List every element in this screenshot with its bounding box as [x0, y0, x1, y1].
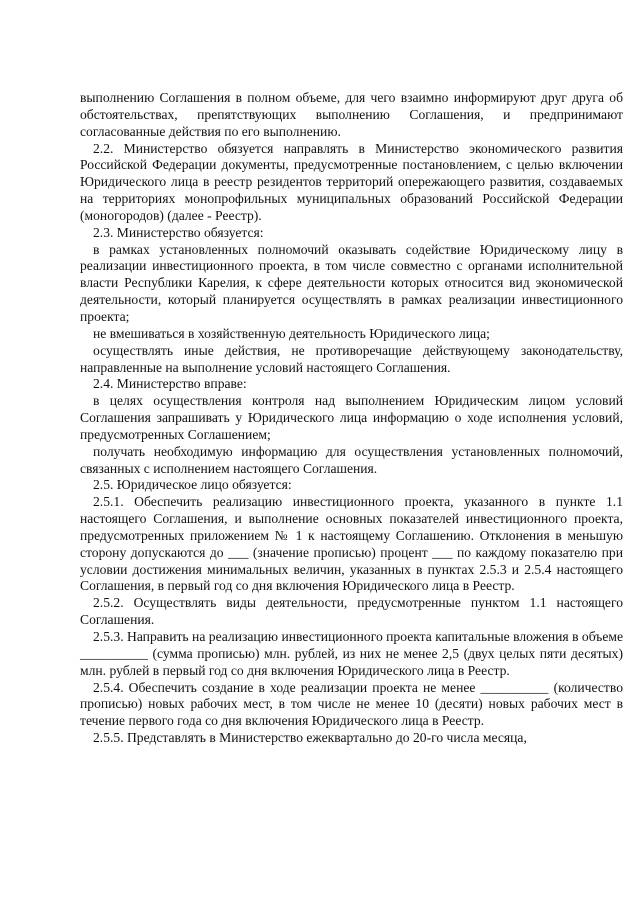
paragraph-2-2: 2.2. Министерство обязуется направлять в Министерство экономического развития Российской Федерации документы, предусмотренные постановлением, с целью включении Юридического лица в реестр резидентов территорий опережающего развития, создаваемых на территориях монопрофильных муниципальных образований Российской Федерации (моногородов) (далее - Реестр).: [80, 140, 623, 223]
paragraph-2-5-4: 2.5.4. Обеспечить создание в ходе реализации проекта не менее __________ (количество прописью) новых рабочих мест, в том числе не менее 10 (десяти) новых рабочих мест в течение первого года со дня включения Юридического лица в Реестр.: [80, 679, 623, 729]
paragraph-2-5-5: 2.5.5. Представлять в Министерство ежеквартально до 20-го числа месяца,: [93, 730, 527, 746]
paragraph-2-3-item-1: в рамках установленных полномочий оказывать содействие Юридическому лицу в реализации инвестиционного проекта, в том числе совместно с органами исполнительной власти Республики Карелия, к сфере деятельности которых относится вид экономической деятельности, который планируется осуществлять в рамках реализации инвестиционного проекта;: [80, 241, 623, 324]
paragraph-2-4-item-2: получать необходимую информацию для осуществления установленных полномочий, связанных с исполнением настоящего Соглашения.: [80, 443, 623, 476]
paragraph-2-5-2: 2.5.2. Осуществлять виды деятельности, предусмотренные пунктом 1.1 настоящего Соглашения.: [80, 595, 623, 628]
paragraph-2-4-heading: 2.4. Министерство вправе:: [93, 376, 247, 392]
paragraph-2-3-item-3: осуществлять иные действия, не противоречащие действующему законодательству, направленные на выполнение условий настоящего Соглашения.: [80, 342, 623, 375]
paragraph-2-3-item-2: не вмешиваться в хозяйственную деятельность Юридического лица;: [93, 325, 490, 341]
paragraph-2-5-heading: 2.5. Юридическое лицо обязуется:: [93, 477, 292, 493]
paragraph-2-5-1: 2.5.1. Обеспечить реализацию инвестиционного проекта, указанного в пункте 1.1 настоящего Соглашения, и выполнение основных показателей инвестиционного проекта, предусмотренных приложением № 1 к настоящему Соглашению. Отклонения в меньшую сторону допускаются до ___ (значение прописью) процент ___ по каждому показателю при условии достижения минимальных величин, указанных в пунктах 2.5.3 и 2.5.4 настоящего Соглашения, в первый год со дня включения Юридического лица в Реестр.: [80, 494, 623, 594]
paragraph-2-3-heading: 2.3. Министерство обязуется:: [93, 224, 264, 240]
paragraph-2-5-3: 2.5.3. Направить на реализацию инвестиционного проекта капитальные вложения в объеме __________ (сумма прописью) млн. рублей, из них не менее 2,5 (двух целых пяти десятых) млн. рублей в первый год со дня включения Юридического лица в Реестр.: [80, 629, 623, 678]
document-page: [80, 90, 623, 747]
paragraph-continuation: выполнению Соглашения в полном объеме, для чего взаимно информируют друг друга об обстоятельствах, препятствующих выполнению Соглашения, и предпринимают согласованные действия по его выполнению.: [80, 90, 623, 139]
paragraph-2-4-item-1: в целях осуществления контроля над выполнением Юридическим лицом условий Соглашения запрашивать у Юридического лица информацию о ходе исполнения условий, предусмотренных Соглашением;: [80, 393, 623, 442]
